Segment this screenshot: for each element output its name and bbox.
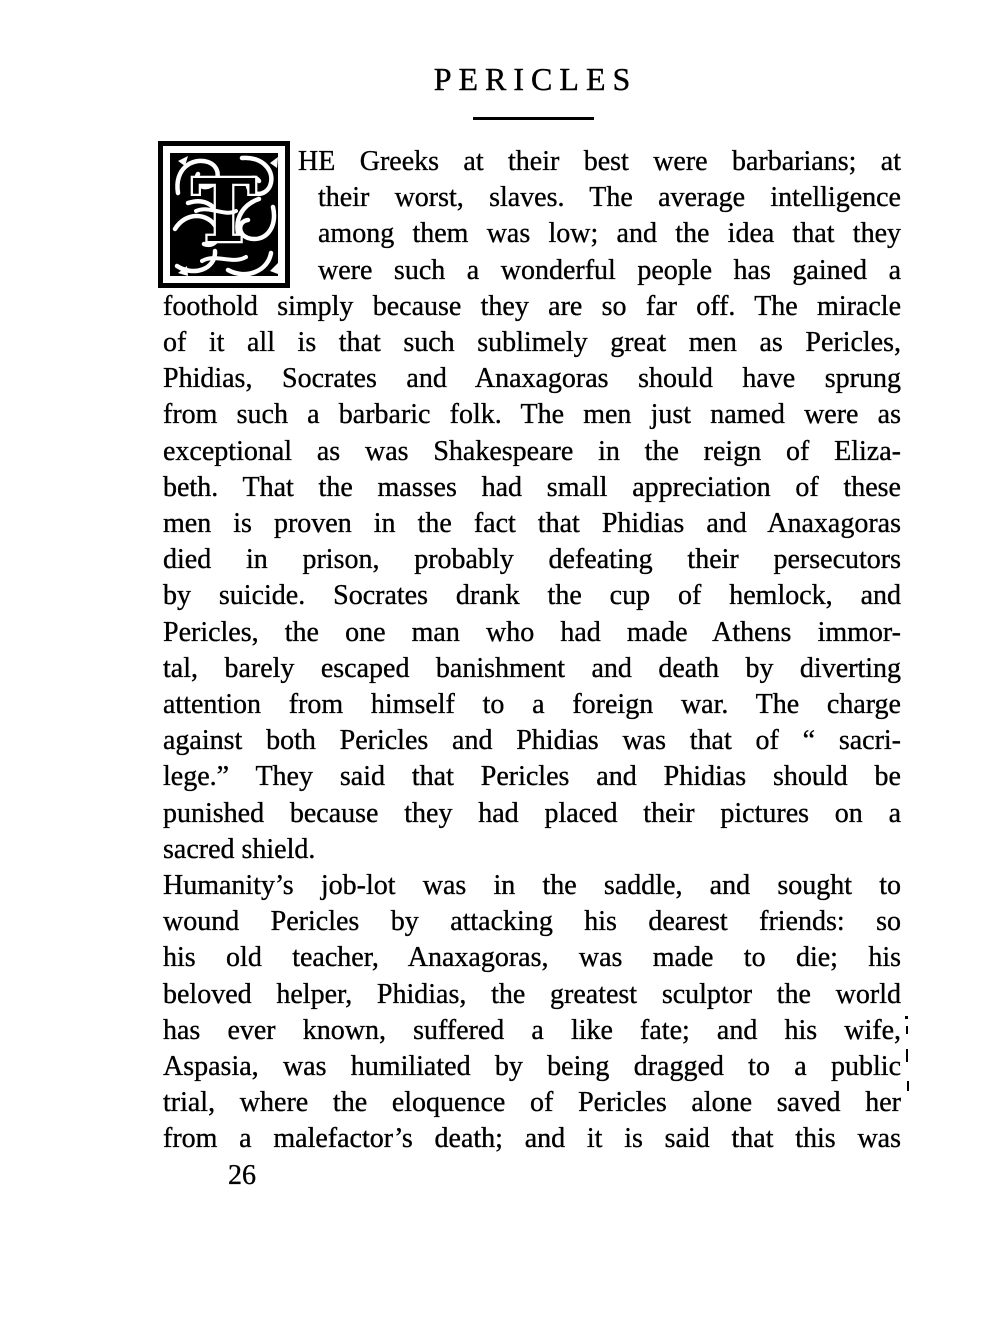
scan-artifact-mark [905,1016,908,1019]
text-line: from such a barbaric folk. The men just named were as [163,399,901,431]
text-line: tal, barely escaped banishment and death by diverting [163,652,901,684]
text-line: lege.” They said that Pericles and Phidias should be [163,761,901,793]
text-line: were such a wonderful people has gained a [318,254,901,286]
text-line: foothold simply because they are so far off. The miracle [163,290,901,322]
text-line: died in prison, probably defeating their persecutors [163,544,901,576]
text-line: among them was low; and the idea that they [318,218,901,250]
drop-cap-letter: T [192,161,256,262]
text-line: sacred shield. [163,833,316,865]
text-line: beth. That the masses had small appreciation of these [163,471,901,503]
title-rule-divider [473,117,594,120]
page-number: 26 [228,1159,256,1191]
text-line: men is proven in the fact that Phidias and Anaxagoras [163,508,901,540]
text-line: trial, where the eloquence of Pericles alone saved her [163,1087,901,1119]
text-line: attention from himself to a foreign war. The charge [163,689,901,721]
text-line: wound Pericles by attacking his dearest friends: so [163,906,901,938]
text-line: against both Pericles and Phidias was that of “ sacri- [163,725,901,757]
text-line: by suicide. Socrates drank the cup of hemlock, and [163,580,901,612]
text-line: from a malefactor’s death; and it is said that this was [163,1123,901,1155]
scan-artifact-mark [906,1049,908,1062]
body-text-block [163,144,901,1194]
text-line: exceptional as was Shakespeare in the reign of Eliza- [163,435,901,467]
text-line: their worst, slaves. The average intelligence [318,182,901,214]
text-line: his old teacher, Anaxagoras, was made to die; his [163,942,901,974]
text-line: Phidias, Socrates and Anaxagoras should have sprung [163,363,901,395]
text-line: HE Greeks at their best were barbarians; at [298,146,901,177]
scan-artifact-mark [907,1081,909,1091]
text-line: of it all is that such sublimely great men as Pericles, [163,327,901,359]
text-line: Humanity’s job-lot was in the saddle, and sought to [163,870,901,902]
page-title: PERICLES [433,61,638,97]
scan-artifact-mark [906,1026,908,1034]
text-line: Aspasia, was humiliated by being dragged to a public [163,1051,901,1083]
text-line: Pericles, the one man who had made Athens immor- [163,616,901,648]
text-line: punished because they had placed their pictures on a [163,797,901,829]
text-line: has ever known, suffered a like fate; and his wife, [163,1014,901,1046]
text-line: beloved helper, Phidias, the greatest sculptor the world [163,978,901,1010]
